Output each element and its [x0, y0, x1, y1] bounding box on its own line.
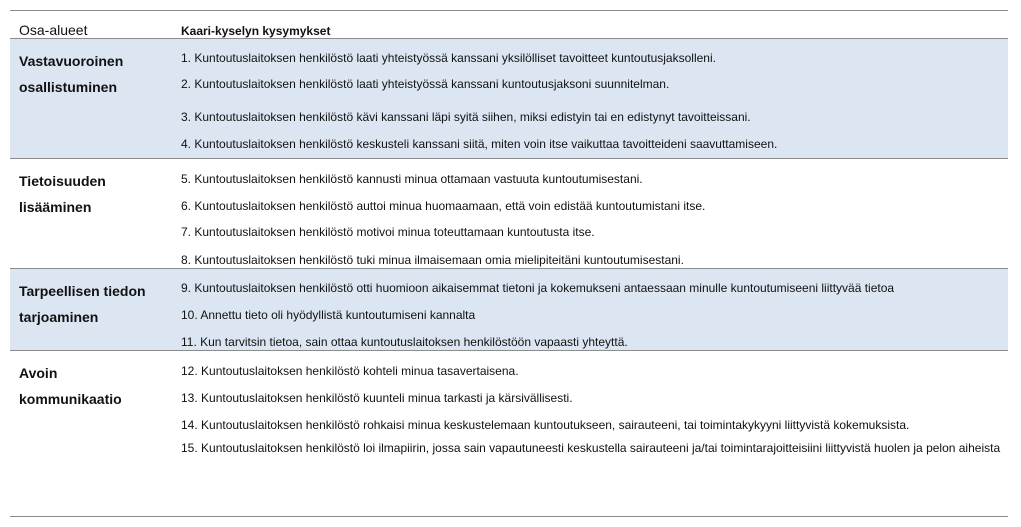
- question-5: 5. Kuntoutuslaitoksen henkilöstö kannusti minua ottamaan vastuuta kuntoutumisestani.: [181, 172, 643, 186]
- header-kysymykset: Kaari-kyselyn kysymykset: [181, 24, 331, 38]
- section-label-line: Tarpeellisen tiedon: [19, 283, 146, 299]
- section-tietoisuuden-lisaaminen: [10, 158, 1008, 268]
- section-label-line: Tietoisuuden: [19, 173, 106, 189]
- questionnaire-table: [10, 10, 1008, 511]
- question-2: 2. Kuntoutuslaitoksen henkilöstö laati yhteistyössä kanssani kuntoutusjaksoni suunnitelman.: [181, 77, 670, 91]
- section-label-line: osallistuminen: [19, 79, 118, 95]
- question-12: 12. Kuntoutuslaitoksen henkilöstö kohteli minua tasavertaisena.: [181, 364, 519, 378]
- question-13: 13. Kuntoutuslaitoksen henkilöstö kuunteli minua tarkasti ja kärsivällisesti.: [181, 391, 573, 405]
- section-label: [19, 278, 169, 330]
- section-tarpeellisen-tiedon-tarjoaminen: [10, 268, 1008, 350]
- table-bottom-rule: [10, 516, 1008, 517]
- question-1: 1. Kuntoutuslaitoksen henkilöstö laati yhteistyössä kanssani yksilölliset tavoitteet kuntoutusjaksolleni.: [181, 51, 716, 65]
- section-label-line: lisääminen: [19, 199, 92, 215]
- section-label-line: tarjoaminen: [19, 309, 99, 325]
- question-11: 11. Kun tarvitsin tietoa, sain ottaa kuntoutuslaitoksen henkilöstöön vapaasti yhteyttä.: [181, 335, 628, 349]
- header-osa-alueet: Osa-alueet: [19, 22, 88, 38]
- section-label-line: Avoin: [19, 365, 58, 381]
- section-avoin-kommunikaatio: [10, 350, 1008, 511]
- section-label: [19, 168, 169, 220]
- question-9: 9. Kuntoutuslaitoksen henkilöstö otti huomioon aikaisemmat tietoni ja kokemukseni antaessaan minulle kuntoutumiseeni liittyvää tietoa: [181, 281, 895, 295]
- question-4: 4. Kuntoutuslaitoksen henkilöstö keskusteli kanssani siitä, miten voin itse vaikuttaa tavoitteideni saavuttamiseen.: [181, 137, 778, 151]
- section-label-line: Vastavuoroinen: [19, 53, 124, 69]
- question-3: 3. Kuntoutuslaitoksen henkilöstö kävi kanssani läpi syitä siihen, miksi edistyin tai en edistynyt tavoitteissani.: [181, 110, 751, 124]
- question-6: 6. Kuntoutuslaitoksen henkilöstö auttoi minua huomaamaan, että voin edistää kuntoutumistani itse.: [181, 199, 706, 213]
- section-label: [19, 360, 169, 412]
- question-10: 10. Annettu tieto oli hyödyllistä kuntoutumiseni kannalta: [181, 308, 476, 322]
- question-15: 15. Kuntoutuslaitoksen henkilöstö loi ilmapiirin, jossa sain vapautuneesti keskustella sairauteeni ja/tai toimintarajoitteisiini liittyvistä huolen ja pelon aiheista: [181, 441, 1001, 455]
- section-label: [19, 48, 169, 100]
- question-7: 7. Kuntoutuslaitoksen henkilöstö motivoi minua toteuttamaan kuntoutusta itse.: [181, 225, 595, 239]
- question-14: 14. Kuntoutuslaitoksen henkilöstö rohkaisi minua keskustelemaan kuntoutukseen, sairauteeni, tai toimintakykyyni liittyvistä kokemuksista.: [181, 418, 910, 432]
- section-vastavuoroinen-osallistuminen: [10, 38, 1008, 158]
- table-header: [10, 11, 1008, 38]
- question-8: 8. Kuntoutuslaitoksen henkilöstö tuki minua ilmaisemaan omia mielipiteitäni kuntoutumisestani.: [181, 253, 684, 267]
- section-label-line: kommunikaatio: [19, 391, 122, 407]
